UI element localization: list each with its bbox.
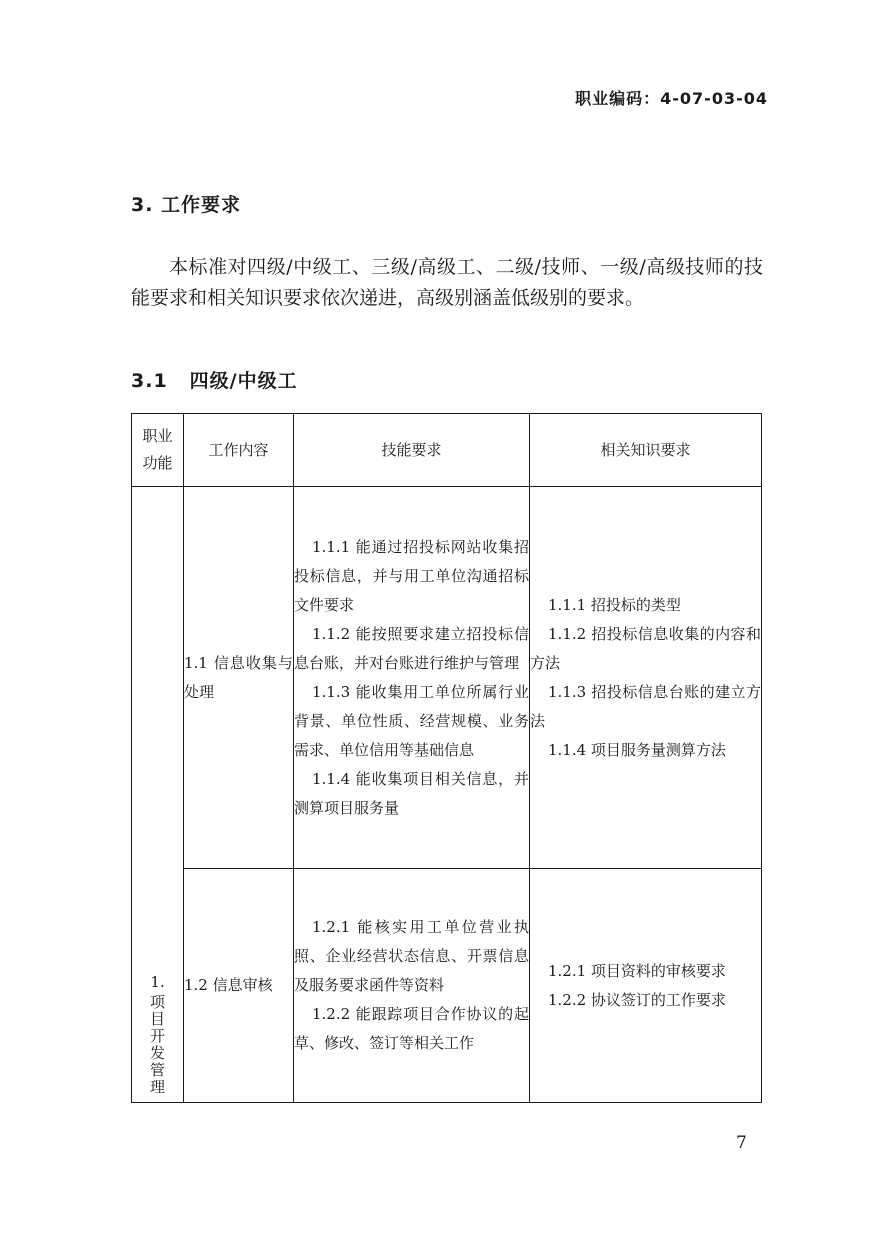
knowledge-item: 1.2.1 项目资料的审核要求 [548,961,726,980]
skill-item: 1.2.2 能跟踪项目合作协议的起草、修改、签订等相关工作 [294,1005,529,1052]
work-content-cell: 1.1 信息收集与处理 [184,487,294,869]
header-function [132,414,184,487]
subsection-number: 3.1 [131,370,168,392]
table-header-row [132,414,762,487]
function-name: 项目开发管理 [150,993,166,1096]
requirements-table [131,413,762,1103]
function-cell [132,487,184,1103]
occupation-code: 职业编码：4-07-03-04 [575,89,768,108]
header-function-line1: 职业 [142,427,173,445]
skill-cell [294,869,530,1103]
knowledge-item: 1.2.2 协议签订的工作要求 [548,990,726,1009]
section-title: 3. 工作要求 [131,194,242,216]
subsection-name: 四级/中级工 [189,370,298,392]
header-work: 工作内容 [184,414,294,487]
skill-cell [294,487,530,869]
knowledge-cell [530,869,762,1103]
knowledge-item: 1.1.2 招投标信息收集的内容和方法 [530,624,761,672]
header-skill: 技能要求 [294,414,530,487]
skill-item: 1.1.3 能收集用工单位所属行业背景、单位性质、经营规模、业务需求、单位信用等基础信息 [294,682,529,759]
knowledge-cell [530,487,762,869]
header-knowledge: 相关知识要求 [530,414,762,487]
intro-paragraph: 本标准对四级/中级工、三级/高级工、二级/技师、一级/高级技师的技能要求和相关知识要求依次递进，高级别涵盖低级别的要求。 [131,256,763,309]
table-row [132,487,762,869]
knowledge-item: 1.1.3 招投标信息台账的建立方法 [530,682,761,730]
page-number: 7 [736,1133,747,1153]
skill-item: 1.1.4 能收集项目相关信息，并测算项目服务量 [294,769,529,817]
header-function-line2: 功能 [142,454,173,472]
knowledge-item: 1.1.1 招投标的类型 [548,595,681,614]
subsection-title [131,366,298,393]
work-content-cell: 1.2 信息审核 [184,869,294,1103]
function-number: 1. [150,973,165,991]
skill-item: 1.1.2 能按照要求建立招投标信息台账，并对台账进行维护与管理 [294,624,529,672]
table-row [132,869,762,1103]
skill-item: 1.2.1 能核实用工单位营业执照、企业经营状态信息、开票信息及服务要求函件等资料 [294,918,529,994]
knowledge-item: 1.1.4 项目服务量测算方法 [548,740,726,759]
skill-item: 1.1.1 能通过招投标网站收集招投标信息，并与用工单位沟通招标文件要求 [294,537,529,614]
